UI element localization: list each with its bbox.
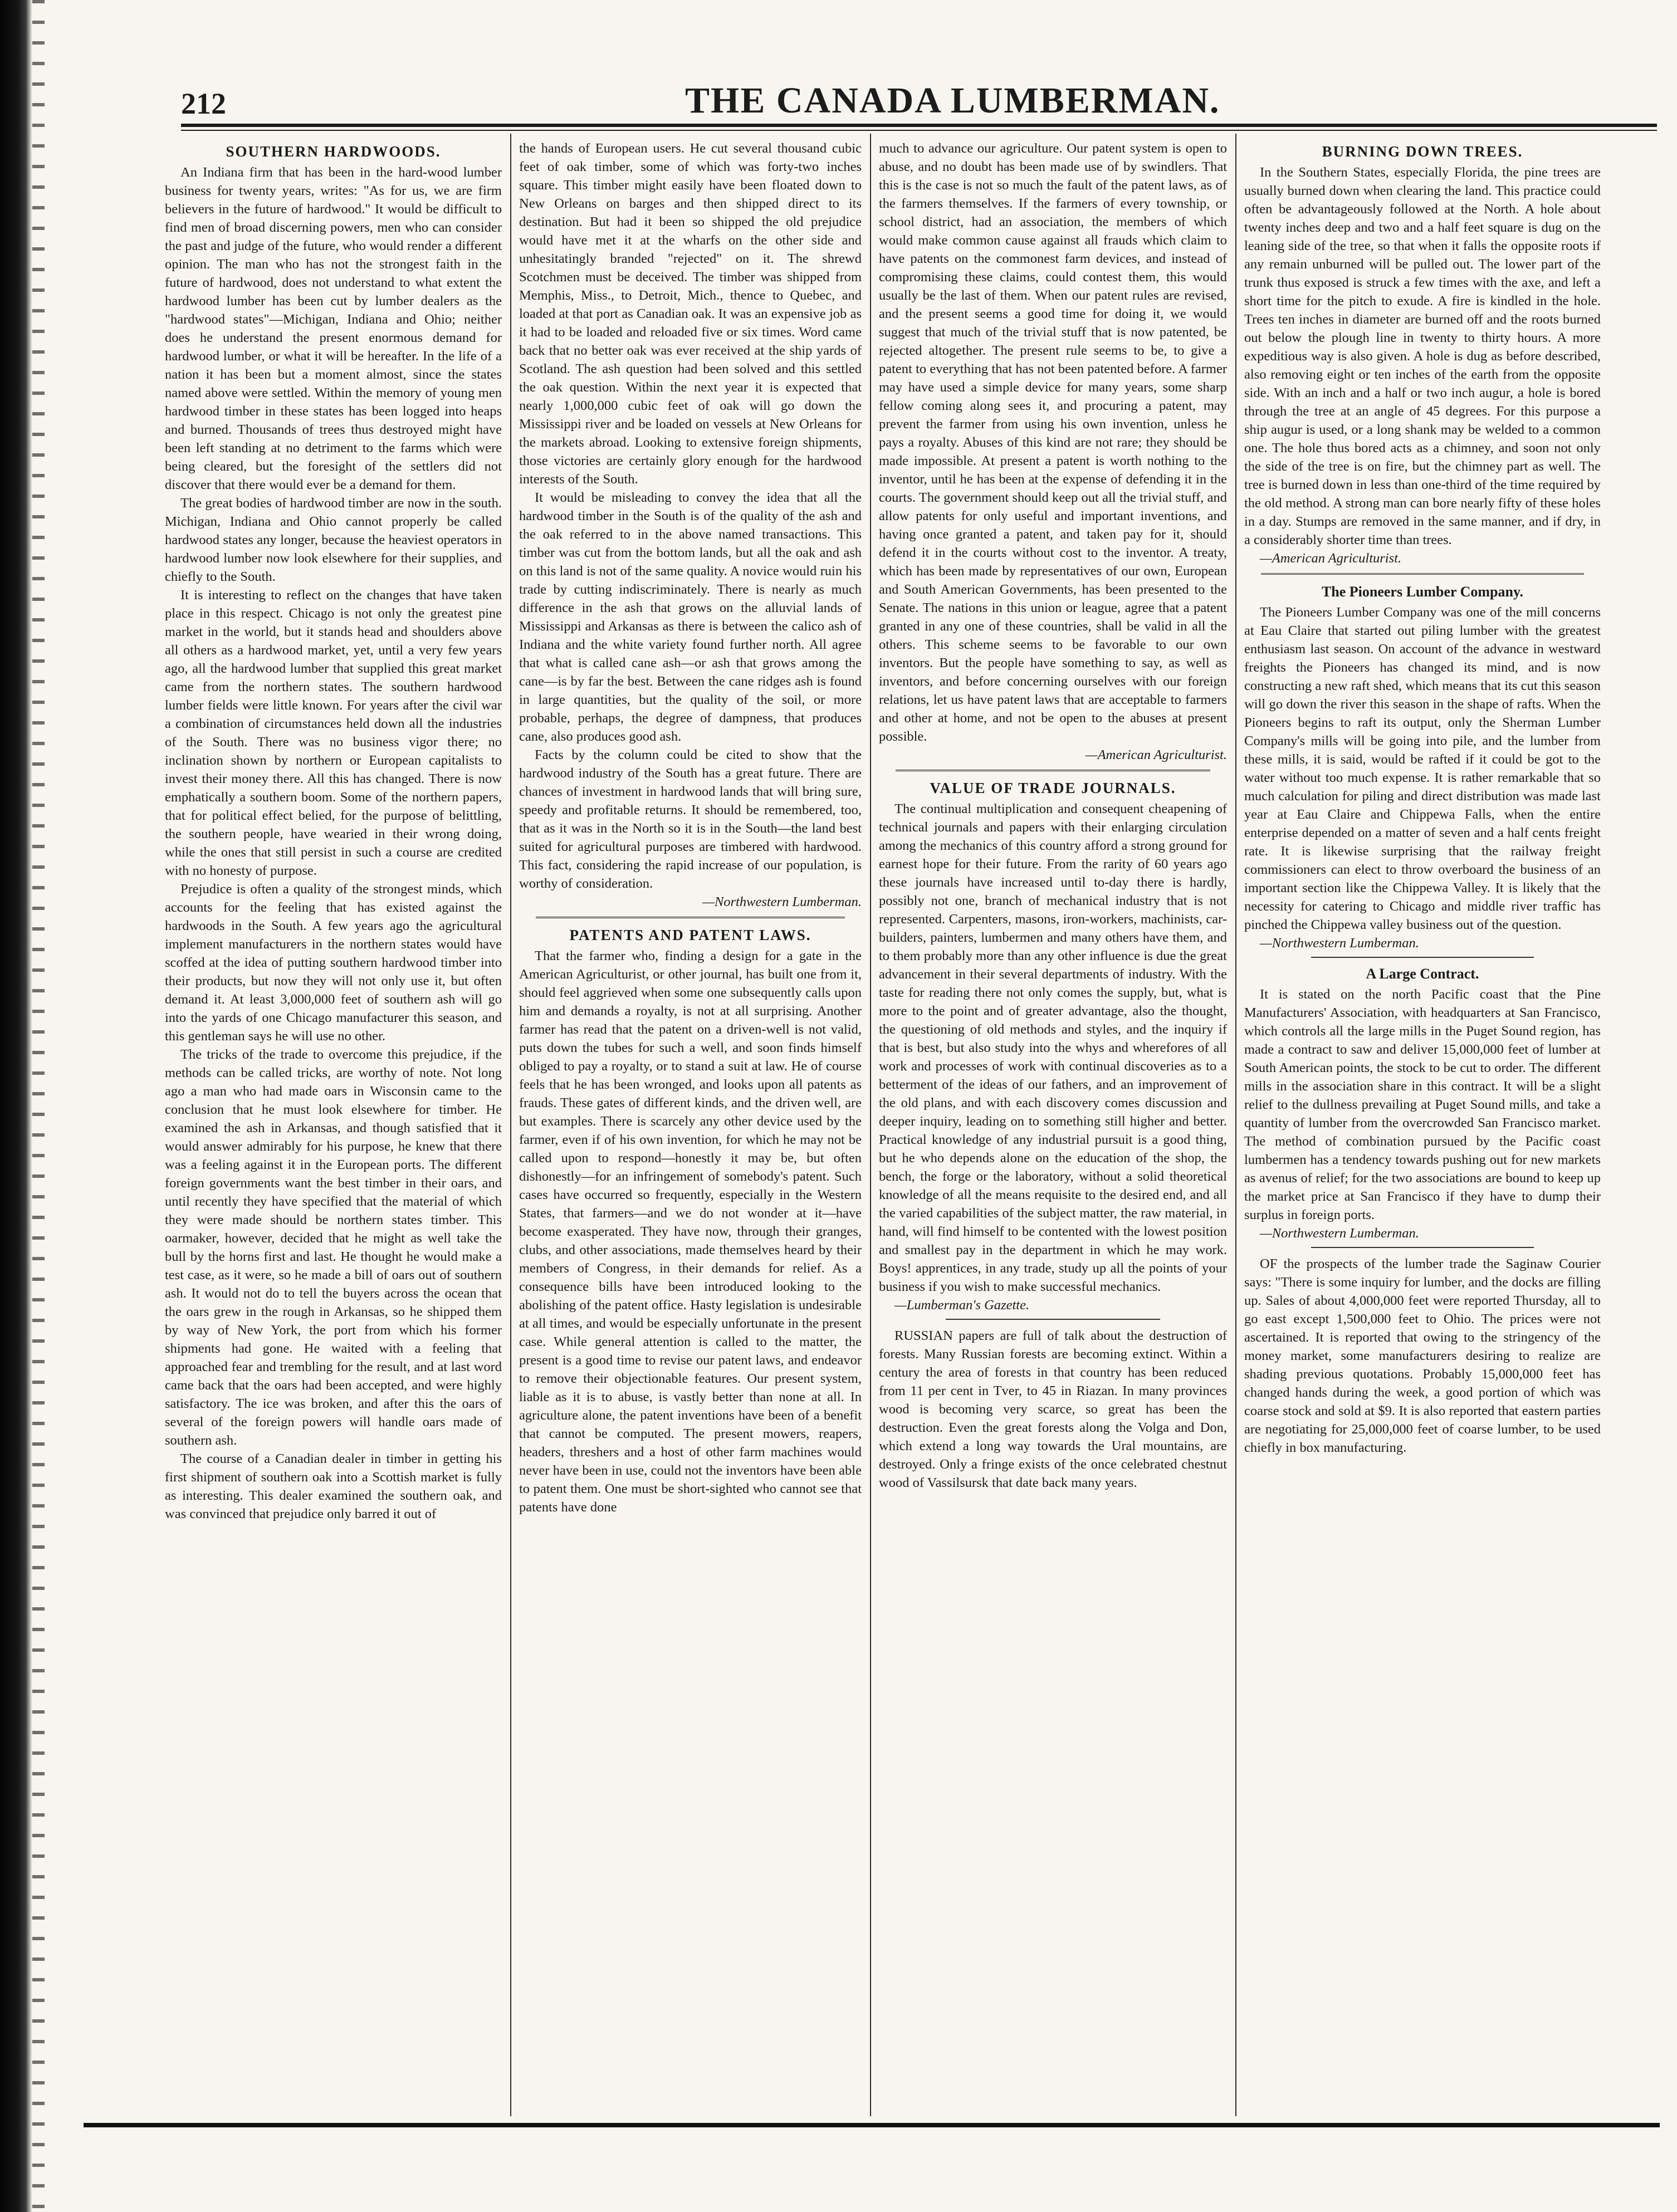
paragraph: The course of a Canadian dealer in timber in getting his first shipment of southern oak into a Scottish market is fully as interesting. This dealer examined the southern oak, and was convinced that prejudice only barred it out of — [165, 1451, 502, 1521]
section-separator — [1311, 1247, 1534, 1250]
byline: —Northwestern Lumberman. — [1260, 936, 1419, 951]
binding-marks — [32, 0, 45, 2212]
section-separator — [946, 1319, 1160, 1322]
paragraph: Prejudice is often a quality of the strongest minds, which accounts for the feeling that has existed against the hardwoods in the South. A few years ago the agricultural implement manufacturers in the northern states would have scoffed at the idea of putting southern hardwood timber into their products, but now they will not only use it, but often demand it. At least 3,000,000 feet of southern ash will go into the yards of one Chicago manufacturer this season, and this gentleman says he will use no other. — [165, 882, 502, 1044]
byline: —Northwestern Lumberman. — [702, 894, 862, 909]
paragraph: That the farmer who, finding a design for a gate in the American Agriculturist, or other journal, has built one from it, should feel aggrieved when some one subsequently calls upon him and demands a royalty, is not at all surprising. Another farmer has read that the patent on a driven-well is not valid, puts down the tubes for such a well, and soon finds himself obliged to pay a royalty, or to stand a suit at law. He of course feels that he has been wronged, and looks upon all patents as frauds. These gates of different kinds, and the driven well, are but examples. There is scarcely any other device used by the farmer, even if of his own invention, for which he may not be called upon to respond—honestly it may be, but often dishonestly—for an infringement of somebody's patent. Such cases have occurred so frequently, especially in the Western States, that farmers—and we do not wonder at it—have become exasperated. They have now, through their granges, clubs, and other associations, made themselves heard by their members of Congress, in their demands for relief. As a consequence bills have been introduced looking to the abolishing of the patent office. Hasty legislation is undesirable at all times, and would be especially unfortunate in the present case. While general attention is called to the matter, the present is a good time to revise our patent laws, and endeavor to remove their objectionable features. Our present system, liable as it is to abuse, is vastly better than none at all. In agriculture alone, the patent inventions have been of a benefit that cannot be computed. The present mowers, reapers, headers, threshers and a host of other farm machines would never have been in use, could not the inventors have been able to patent them. One must be short-sighted who cannot see that patents have done — [519, 948, 862, 1515]
column-divider — [510, 134, 511, 2116]
paragraph: the hands of European users. He cut several thousand cubic feet of oak timber, some of which was forty-two inches square. This timber might easily have been floated down to New Orleans on barges and then shipped direct to its destination. But had it been so shipped the old prejudice would have met it at the wharfs on the other side and unhesitatingly branded "rejected" on it. The shrewd Scotchmen must be deceived. The timber was shipped from Memphis, Miss., to Detroit, Mich., thence to Quebec, and loaded at that port as Canadian oak. It was an expensive job as it had to be loaded and reloaded five or six times. Word came back that no better oak was ever received at the ship yards of Scotland. The ash question had been solved and this settled the oak question. Within the next year it is expected that nearly 1,000,000 cubic feet of oak will go down the Mississippi river and be loaded on vessels at New Orleans for the markets abroad. Looking to extensive foreign shipments, those victories are certainly glory enough for the hardwood interests of the South. — [519, 141, 862, 487]
column-4 — [1244, 139, 1601, 2111]
paragraph: RUSSIAN papers are full of talk about the destruction of forests. Many Russian forests are becoming extinct. Within a century the area of forests in that country has been reduced from 11 per cent in Tver, to 45 in Riazan. In many provinces wood is becoming very scarce, so great has been the destruction. Even the great forests along the Volga and Don, which extend a long way towards the Ural mountains, are destroyed. Only a fringe exists of the once celebrated chestnut wood of Vassilsursk that date back many years. — [879, 1328, 1227, 1490]
article-heading: BURNING DOWN TREES. — [1322, 143, 1523, 160]
article-heading: SOUTHERN HARDWOODS. — [226, 143, 441, 160]
column-3 — [879, 139, 1227, 2111]
article-heading: The Pioneers Lumber Company. — [1321, 584, 1524, 600]
paragraph: The continual multiplication and consequent cheapening of technical journals and papers with their enlarging circulation among the mechanics of this country afford a strong ground for earnest hope for their future. From the rarity of 60 years ago these journals have increased until to-day there is hardly, possibly not one, branch of mechanical industry that is not represented. Carpenters, masons, iron-workers, machinists, car-builders, painters, lumbermen and many others have them, and to them probably more than any other influence is due the great advancement in their several departments of industry. With the taste for reading there not only comes the supply, but, what is more to the point and of greater advantage, also the thought, the questioning of old methods and styles, and the inquiry if that is best, but also study into the whys and wherefores of all work and processes of work with continual discoveries as to a betterment of the ideas of our fathers, and an improvement of the old plans, and with each discovery comes discussion and deeper inquiry, leading on to something still higher and better. Practical knowledge of any industrial pursuit is a good thing, but he who depends alone on the education of the shop, the bench, the forge or the laboratory, without a solid theoretical knowledge of all the means requisite to the desired end, and all the varied capabilities of the subject matter, the raw material, in hand, will find himself to be contented with the lowest position and smallest pay in the department in which he may work. Boys! apprentices, in any trade, study up all the points of your business if you wish to make successful mechanics. — [879, 801, 1227, 1294]
paragraph: OF the prospects of the lumber trade the Saginaw Courier says: "There is some inquiry for lumber, and the docks are filling up. Sales of about 4,000,000 feet were reported Thursday, all to go east except 1,500,000 feet to Ohio. The prices were not ascertained. It is reported that owing to the stringency of the money market, some manufacturers desiring to realize are shading previous quotations. Probably 15,000,000 feet has changed hands during the week, a good portion of which was coarse stock and sold at $9. It is also reported that eastern parties are negotiating for 25,000,000 feet of coarse lumber, to be used chiefly in box manufacturing. — [1244, 1256, 1601, 1455]
masthead-title: THE CANADA LUMBERMAN. — [685, 80, 1220, 121]
article-heading: PATENTS AND PATENT LAWS. — [569, 927, 811, 943]
section-separator — [536, 917, 845, 921]
byline: —American Agriculturist. — [1260, 551, 1402, 566]
paragraph: The great bodies of hardwood timber are now in the south. Michigan, Indiana and Ohio cannot properly be called hardwood states any longer, because the heaviest operators in hardwood lumber now look elsewhere for their supplies, and chiefly to the South. — [165, 496, 502, 584]
section-separator — [1311, 957, 1534, 960]
byline: —American Agriculturist. — [1085, 747, 1227, 762]
paragraph: The tricks of the trade to overcome this prejudice, if the methods can be called tricks, are worthy of note. Not long ago a man who had made oars in Wisconsin came to the conclusion that he must look elsewhere for timber. He examined the ash in Arkansas, and though satisfied that it would answer admirably for his purpose, he knew that there was a feeling against it in the European ports. The different foreign governments want the best timber in their oars, and until recently they have specified that the material of which they were made should be northern states timber. This oarmaker, however, decided that he might as well take the bull by the horns first and last. He thought he would make a test case, as it were, so he made a bill of oars out of southern ash. It would not do to tell the buyers across the ocean that the oars grew in the rough in Arkansas, so he shipped them by way of New York, the port from which his former shipments had gone. He waited with a feeling that approached fear and trembling for the result, and at last word came back that the oars had been accepted, and were highly satisfactory. The ice was broken, and after this the oars of several of the foreign powers will handle oars made of southern ash. — [165, 1047, 502, 1448]
column-2 — [519, 139, 862, 2111]
paragraph: It is interesting to reflect on the changes that have taken place in this respect. Chicago is not only the greatest pine market in the world, but it stands head and shoulders above all others as a hardwood market, yet, until a very few years ago, all the hardwood lumber that supplied this great market came from the northern states. The southern hardwood lumber fields were little known. For years after the civil war a combination of circumstances held down all the industries of the South. There was no business vigor there; no inclination shown by northern or European capitalists to invest their money there. All this has changed. There is now emphatically a southern boom. Some of the northern papers, that for political effect belied, for the purpose of belittling, the southern people, have wearied in their wrong doing, while the ones that still persist in such a course are credited with no honesty of purpose. — [165, 588, 502, 878]
byline: —Lumberman's Gazette. — [894, 1298, 1030, 1313]
page-number: 212 — [181, 87, 226, 120]
paragraph: An Indiana firm that has been in the hard-wood lumber business for twenty years, writes: "As for us, we are firm believers in the future of hardwood." It would be difficult to find men of broad discerning powers, men who can consider the past and judge of the future, who would render a different opinion. The man who has not the strongest faith in the future of hardwood, does not understand to what extent the hardwood lumber has been cut by lumber dealers as the "hardwood states"—Michigan, Indiana and Ohio; neither does he understand the present enormous demand for hardwood lumber, or what it will be hereafter. In the life of a nation it has been but a moment almost, since the states named above were settled. Within the memory of young men hardwood timber in these states has been logged into heaps and burned. Thousands of trees thus destroyed might have been left standing at no detriment to the farms which were being cleared, but the foresight of the settlers did not discover that there would ever be a demand for them. — [165, 165, 502, 492]
column-1 — [165, 139, 502, 2111]
paragraph: In the Southern States, especially Florida, the pine trees are usually burned down when clearing the land. This practice could often be advantageously followed at the North. A hole about twenty inches deep and two and a half feet square is dug on the leaning side of the tree, so that when it falls the opposite roots if any remain unburned will be pulled out. The lower part of the trunk thus exposed is struck a few times with the axe, and left a short time for the pitch to exude. A fire is kindled in the hole. Trees ten inches in diameter are burned off and the roots burned out below the plough line in twenty to thirty hours. A more expeditious way is also given. A hole is dug as before described, also removing eight or ten inches of the earth from the opposite side. With an inch and a half or two inch augur, a hole is bored through the tree at an angle of 45 degrees. For this purpose a ship augur is used, or a long shank may be welded to a common one. The hole thus bored acts as a chimney, and soon not only the side of the tree is on fire, but the chimney part as well. The tree is burned down in less than one-third of the time required by the old method. A strong man can bore nearly fifty of these holes in a day. Stumps are removed in the same manner, and if dry, in a considerably shorter time than trees. — [1244, 165, 1601, 547]
section-separator — [1261, 573, 1584, 577]
section-separator — [896, 770, 1210, 774]
paragraph: The Pioneers Lumber Company was one of the mill concerns at Eau Claire that started out piling lumber with the greatest enthusiasm last season. On account of the advance in westward freights the Pioneers has changed its mind, and is now constructing a new raft shed, which means that its cut this season will go down the river this season in the shape of rafts. When the Pioneers begins to raft its output, only the Sherman Lumber Company's mills will be going into pile, and the lumber from these mills, it is said, would be rafted if it could be got to the water without too much expense. It is rather remarkable that so much calculation for piling and direct distribution was made last year at Eau Claire and Chippewa Falls, when the entire enterprise depended on a matter of seven and a half cents freight rate. It is likewise surprising that the railway freight commissioners can elect to throw overboard the business of an important section like the Chippewa Valley. It is likely that the necessity for catering to Chicago and middle river traffic has pinched the Chippewa valley business out of the question. — [1244, 605, 1601, 932]
header-rule-thin — [181, 130, 1657, 131]
paragraph: much to advance our agriculture. Our patent system is open to abuse, and no doubt has been made use of by swindlers. That this is the case is not so much the fault of the patent laws, as of the farmers themselves. If the farmers of every township, or school district, had an association, the members of which would make common cause against all frauds which claim to have patents on the commonest farm devices, and instead of compromising these claims, could contest them, this would usually be the last of them. When our patent rules are revised, and the present seems a good time for doing it, we would suggest that much of the trivial stuff that is now patented, be rejected altogether. The present rule seems to be, to give a patent to everything that has not been patented before. A farmer may have used a simple device for many years, some sharp fellow coming along sees it, and procuring a patent, may prevent the farmer from using his own invention, unless he pays a royalty. Abuses of this kind are not rare; they should be made impossible. At present a patent is worth nothing to the inventor, until he has been at the expense of defending it in the courts. The government should keep out all the trivial stuff, and allow patents for only useful and important inventions, and having once granted a patent, and taken pay for it, should defend it in the courts without cost to the inventor. A treaty, which has been made by representatives of our own, European and South American Governments, has been presented to the Senate. The nations in this union or league, agree that a patent granted in any one of these countries, shall be valid in all the others. This scheme seems to be favorable to our own inventors. But the people have something to say, as well as inventors, and before concerning ourselves with our foreign relations, let us have patent laws that are acceptable to farmers and other at home, and not be open to the abuses at present possible. — [879, 141, 1227, 744]
column-divider — [870, 134, 871, 2116]
footer-rule — [84, 2123, 1660, 2127]
column-divider — [1235, 134, 1236, 2116]
header-rule — [181, 124, 1657, 127]
paragraph: Facts by the column could be cited to show that the hardwood industry of the South has a great future. There are chances of investment in hardwood lands that will bring sure, speedy and profitable returns. It should be remembered, too, that as it was in the North so it is in the South—the land best suited for agricultural purposes are timbered with hardwood. This fact, considering the rapid increase of our population, is worthy of consideration. — [519, 747, 862, 891]
article-heading: VALUE OF TRADE JOURNALS. — [930, 780, 1176, 796]
paragraph: It is stated on the north Pacific coast that the Pine Manufacturers' Association, with headquarters at San Francisco, which controls all the large mills in the Puget Sound region, has made a contract to saw and deliver 15,000,000 feet of lumber at South American points, the stock to be cut to order. The different mills in the association share in this contract. It will be a slight relief to the dullness prevailing at Puget Sound mills, and take a quantity of lumber from the overcrowded San Francisco market. The method of combination pursued by the Pacific coast lumbermen has a tendency towards pushing out for new markets as avenus of relief; for the two associations are bound to keep up the market price at San Francisco if they have to dump their surplus in foreign ports. — [1244, 987, 1601, 1222]
byline: —Northwestern Lumberman. — [1260, 1226, 1419, 1241]
article-heading: A Large Contract. — [1366, 966, 1479, 982]
book-spine-shadow — [0, 0, 32, 2212]
paragraph: It would be misleading to convey the idea that all the hardwood timber in the South is of the quality of the ash and the oak referred to in the above named transactions. This timber was cut from the bottom lands, but all the oak and ash on this land is not of the same quality. A novice would ruin his trade by cutting indiscriminately. There is nearly as much difference in the ash that grows on the alluvial lands of Mississippi and Arkansas as there is between the calico ash of Indiana and the white variety found further north. All agree that what is called cane ash—or ash that grows among the cane—is by far the best. Between the cane ridges ash is found in large quantities, but the quality of the soil, or more probable, perhaps, the degree of dampness, that produces cane, also produces good ash. — [519, 490, 862, 744]
